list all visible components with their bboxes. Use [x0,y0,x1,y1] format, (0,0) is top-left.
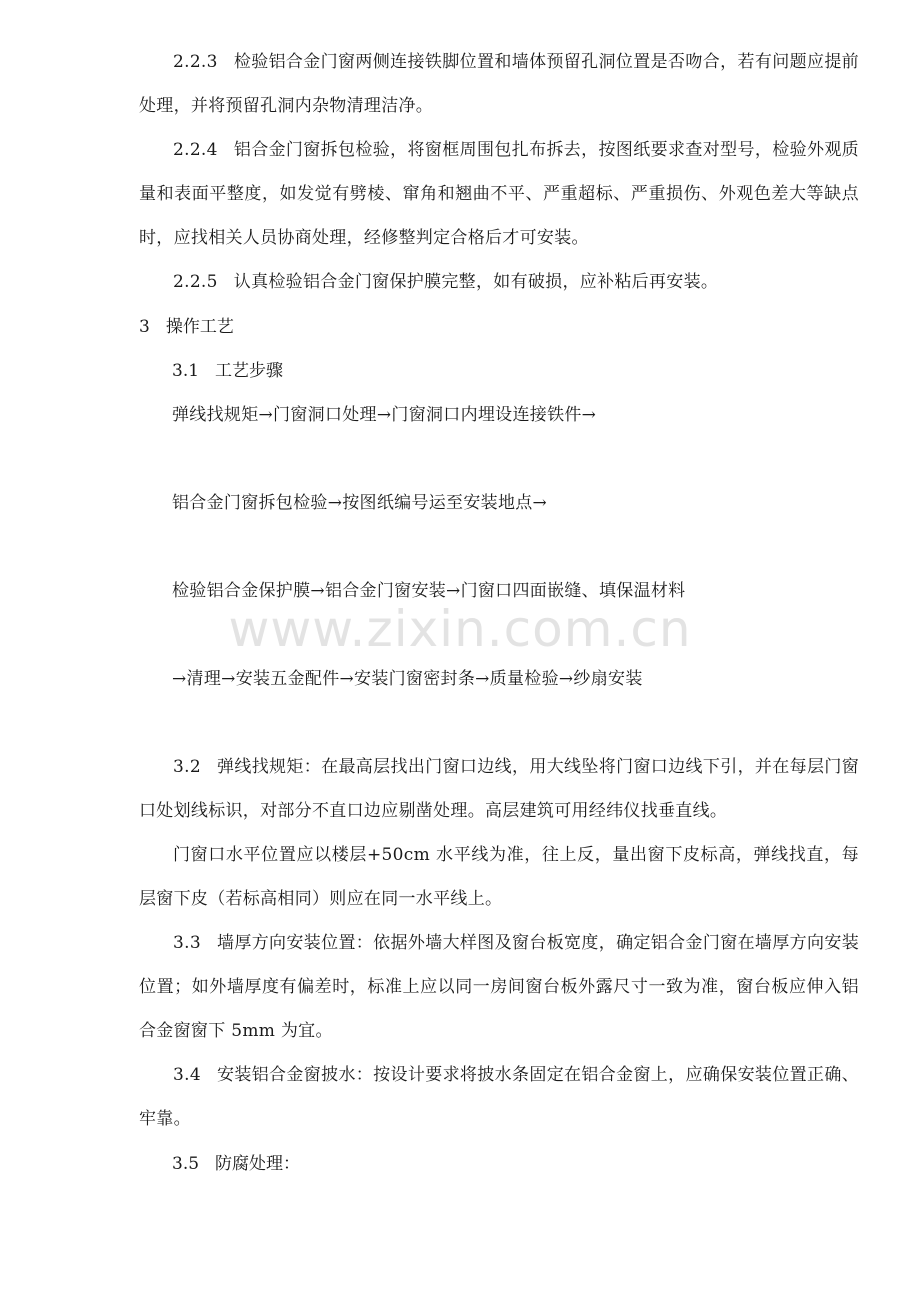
paragraph-text: 门窗口水平位置应以楼层+50cm 水平线为准，往上反，量出窗下皮标高，弹线找直，每层窗下皮（若标高相同）则应在同一水平线上。 [139,845,859,909]
paragraph-text: 铝合金门窗拆包检验，将窗框周围包扎布拆去，按图纸要求查对型号，检验外观质量和表面平整度，如发觉有劈棱、窜角和翘曲不平、严重超标、严重损伤、外观色差大等缺点时，应找相关人员协商处理，经修整判定合格后才可安装。 [139,140,859,248]
subsection-number: 3.5 [172,1154,200,1174]
paragraph-3-4 [139,1053,859,1141]
paragraph-number: 3.4 [173,1065,201,1085]
paragraph-number: 2.2.3 [173,52,218,72]
paragraph-text: 认真检验铝合金门窗保护膜完整，如有破损，应补粘后再安装。 [233,272,719,292]
section-heading-3 [139,315,234,339]
watermark: www.zixin.com.cn [228,600,692,658]
paragraph-number: 2.2.5 [173,272,218,292]
paragraph-text: 检验铝合金门窗两侧连接铁脚位置和墙体预留孔洞位置是否吻合，若有问题应提前处理，并将预留孔洞内杂物清理洁净。 [139,52,859,116]
process-flow-line-1: 弹线找规矩→门窗洞口处理→门窗洞口内埋设连接铁件→ [172,405,597,425]
subsection-title: 工艺步骤 [215,361,284,381]
subsection-number: 3.1 [172,361,200,381]
paragraph-text: 弹线找规矩：在最高层找出门窗口边线，用大线坠将门窗口边线下引，并在每层门窗口处划线标识，对部分不直口边应剔凿处理。高层建筑可用经纬仪找垂直线。 [139,757,859,821]
process-flow-line-3: 检验铝合金保护膜→铝合金门窗安装→门窗口四面嵌缝、填保温材料 [172,581,686,601]
paragraph-2-2-4 [139,128,859,260]
section-title: 操作工艺 [165,317,234,337]
process-flow-line-4: →清理→安装五金配件→安装门窗密封条→质量检验→纱扇安装 [172,669,643,689]
paragraph-text: 墙厚方向安装位置：依据外墙大样图及窗台板宽度，确定铝合金门窗在墙厚方向安装位置；如外墙厚度有偏差时，标准上应以同一房间窗台板外露尺寸一致为准，窗台板应伸入铝合金窗窗下 5mm 为宜。 [139,933,859,1041]
paragraph-2-2-3 [139,40,859,128]
paragraph-number: 2.2.4 [173,140,218,160]
paragraph-3-2 [139,745,859,833]
subsection-heading-3-1 [172,359,283,383]
paragraph-3-3 [139,921,859,1053]
subsection-title: 防腐处理： [215,1154,301,1174]
paragraph-2-2-5 [139,260,859,304]
paragraph-3-2-continued [139,833,859,921]
subsection-heading-3-5 [172,1152,300,1176]
section-number: 3 [139,317,150,337]
process-flow-line-2: 铝合金门窗拆包检验→按图纸编号运至安装地点→ [172,493,548,513]
paragraph-number: 3.3 [173,933,201,953]
paragraph-number: 3.2 [173,757,201,777]
paragraph-text: 安装铝合金窗披水：按设计要求将披水条固定在铝合金窗上，应确保安装位置正确、牢靠。 [139,1065,859,1129]
